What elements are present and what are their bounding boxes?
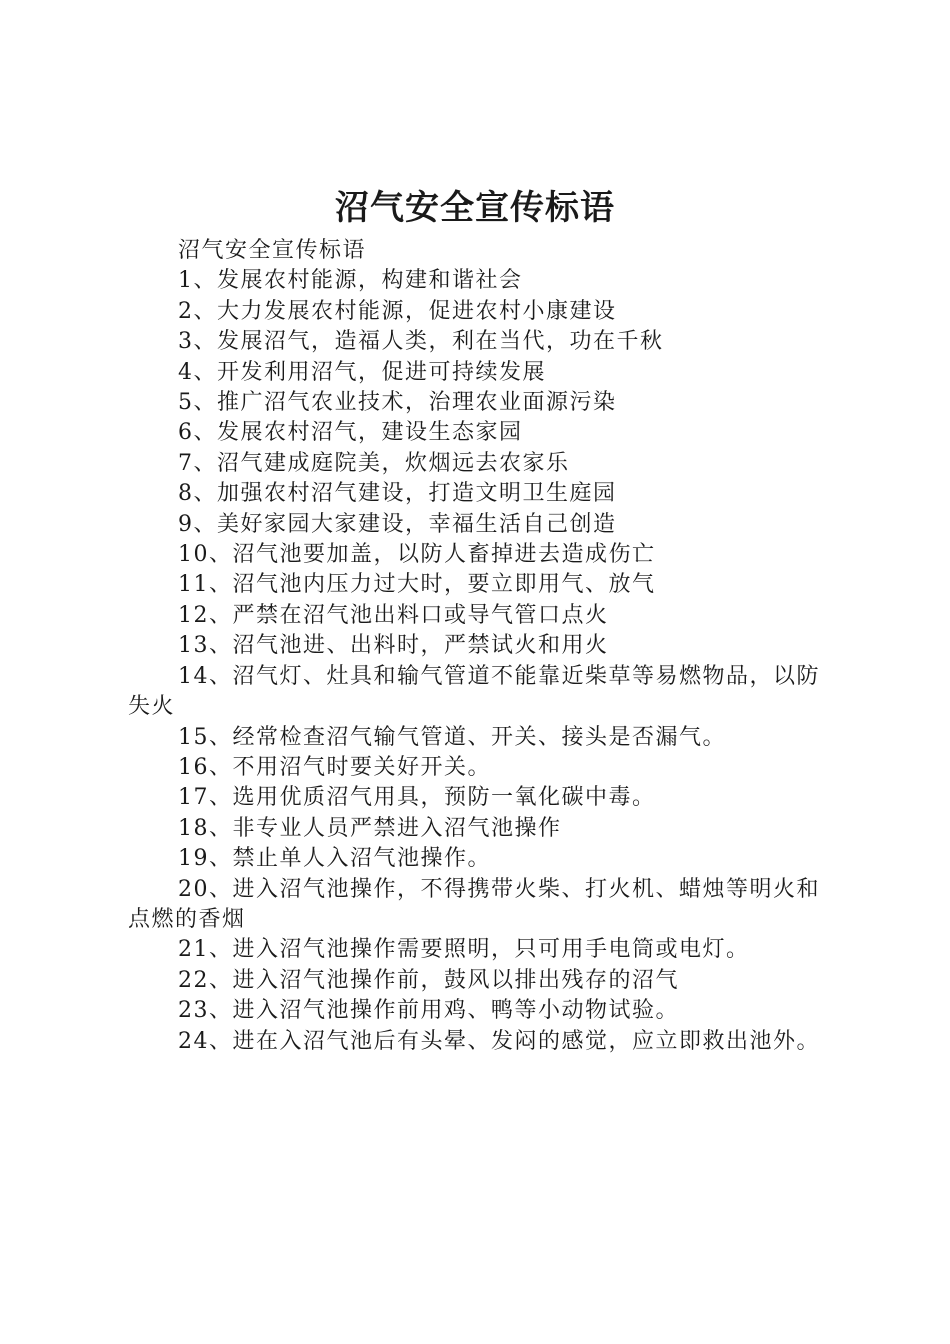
- slogan-item: 23、进入沼气池操作前用鸡、鸭等小动物试验。: [178, 998, 679, 1024]
- slogan-item: 21、进入沼气池操作需要照明，只可用手电筒或电灯。: [178, 937, 750, 963]
- slogan-item: 19、禁止单人入沼气池操作。: [178, 846, 491, 872]
- slogan-item: 5、推广沼气农业技术，治理农业面源污染: [178, 390, 617, 416]
- slogan-item: 3、发展沼气，造福人类，利在当代，功在千秋: [178, 329, 664, 355]
- slogan-item: 1、发展农村能源，构建和谐社会: [178, 268, 523, 294]
- slogan-item: 6、发展农村沼气，建设生态家园: [178, 420, 523, 446]
- slogan-item: 15、经常检查沼气输气管道、开关、接头是否漏气。: [178, 724, 726, 750]
- slogan-item: 9、美好家园大家建设，幸福生活自己创造: [178, 511, 617, 537]
- slogan-item: 16、不用沼气时要关好开关。: [178, 754, 491, 780]
- slogan-item: 10、沼气池要加盖，以防人畜掉进去造成伤亡: [178, 542, 656, 568]
- document-body: [128, 236, 834, 1057]
- slogan-item: 8、加强农村沼气建设，打造文明卫生庭园: [178, 481, 617, 507]
- slogan-item: 11、沼气池内压力过大时，要立即用气、放气: [178, 572, 656, 598]
- slogan-item: 2、大力发展农村能源，促进农村小康建设: [178, 298, 617, 324]
- slogan-item: 12、严禁在沼气池出料口或导气管口点火: [178, 602, 609, 628]
- slogan-item: 7、沼气建成庭院美，炊烟远去农家乐: [178, 450, 570, 476]
- slogan-item: 4、开发利用沼气，促进可持续发展: [178, 359, 546, 385]
- slogan-item: 18、非专业人员严禁进入沼气池操作: [178, 815, 562, 841]
- slogan-item: 20、进入沼气池操作，不得携带火柴、打火机、蜡烛等明火和点燃的香烟: [128, 876, 820, 932]
- slogan-item: 13、沼气池进、出料时，严禁试火和用火: [178, 633, 609, 659]
- slogan-item: 24、进在入沼气池后有头晕、发闷的感觉，应立即救出池外。: [178, 1028, 820, 1054]
- slogan-item: 17、选用优质沼气用具，预防一氧化碳中毒。: [178, 785, 656, 811]
- slogan-item: 14、沼气灯、灶具和输气管道不能靠近柴草等易燃物品，以防失火: [128, 663, 820, 720]
- document-title: 沼气安全宣传标语: [335, 188, 615, 228]
- slogan-item: 22、进入沼气池操作前，鼓风以排出残存的沼气: [178, 967, 679, 993]
- document-subtitle: 沼气安全宣传标语: [178, 238, 367, 263]
